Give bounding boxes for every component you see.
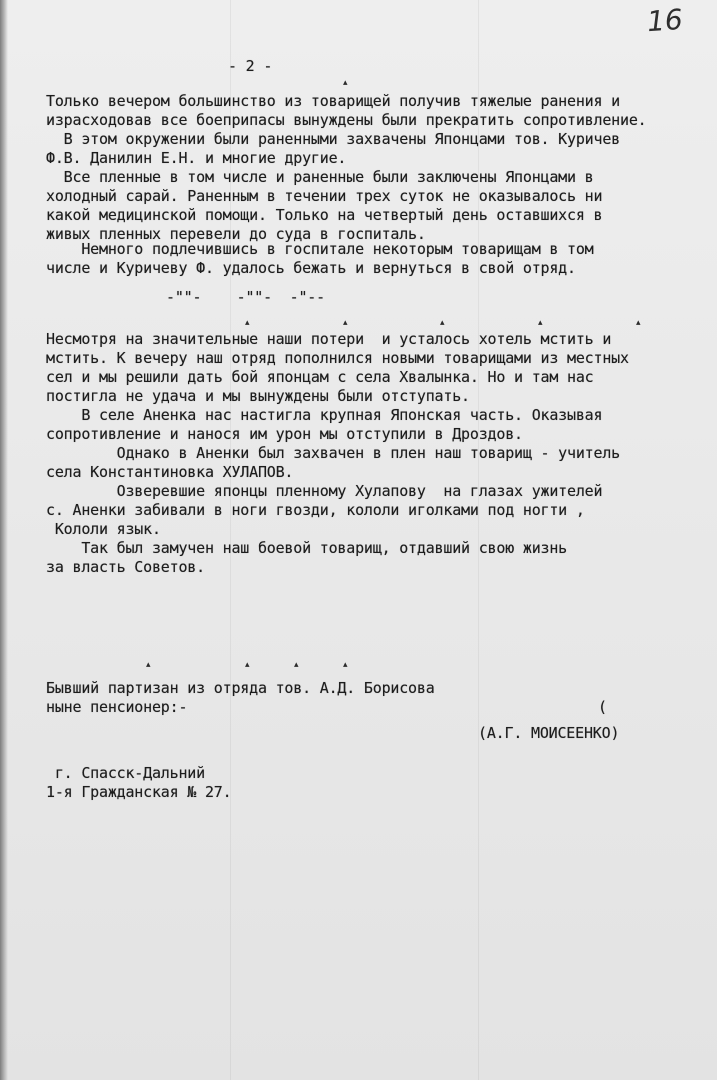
paragraph-line: сопротивление и нанося им урон мы отступили в Дроздов.: [46, 425, 523, 443]
tab-stop-mark: ▴: [538, 318, 543, 328]
paragraph-line: израсходовав все боеприпасы вынуждены были прекратить сопротивление.: [46, 111, 647, 129]
signature-line: ныне пенсионер:-: [46, 698, 188, 716]
archive-page-number: 16: [646, 2, 685, 39]
paragraph-line: Озверевшие японцы пленному Хулапову на глазах ужителей: [46, 482, 603, 500]
paragraph-line: за власть Советов.: [46, 558, 205, 576]
page-left-edge-shadow: [0, 0, 8, 1080]
paragraph-line: мстить. К вечеру наш отряд пополнился новыми товарищами из местных: [46, 349, 629, 367]
paragraph-line: Несмотря на значительные наши потери и усталось хотель мстить и: [46, 330, 612, 348]
paragraph-line: числе и Куричеву Ф. удалось бежать и вернуться в свой отряд.: [46, 259, 576, 277]
paragraph-line: с. Аненки забивали в ноги гвозди, кололи иголками под ногти ,: [46, 501, 585, 519]
tab-stop-mark: ▴: [343, 78, 348, 88]
paragraph-line: Немного подлечившись в госпитале некоторым товарищам в том: [46, 240, 594, 258]
section-separator: -""- -""- -"--: [166, 288, 325, 306]
paragraph-line: Все пленные в том числе и раненные были заключены Японцами в: [46, 168, 594, 186]
paragraph-line: холодный сарай. Раненным в течении трех суток не оказывалось ни: [46, 187, 603, 205]
tab-stop-mark: ▴: [343, 660, 348, 670]
paragraph-line: Так был замучен наш боевой товарищ, отдавший свою жизнь: [46, 539, 568, 557]
paragraph-line: села Константиновка ХУЛАПОВ.: [46, 463, 294, 481]
address-street: 1-я Гражданская № 27.: [46, 783, 232, 801]
signature-line: Бывший партизан из отряда тов. А.Д. Борисова: [46, 679, 435, 697]
tab-stop-mark: ▴: [245, 660, 250, 670]
paragraph-line: Ф.В. Данилин Е.Н. и многие другие.: [46, 149, 347, 167]
paragraph-line: сел и мы решили дать бой японцам с села Хвалынка. Но и там нас: [46, 368, 594, 386]
paragraph-line: живых пленных перевели до суда в госпиталь.: [46, 225, 426, 243]
tab-stop-mark: ▴: [146, 660, 151, 670]
signature-paren: (: [598, 698, 607, 716]
tab-stop-mark: ▴: [636, 318, 641, 328]
address-city: г. Спасск-Дальний: [46, 764, 205, 782]
paragraph-line: Только вечером большинство из товарищей получив тяжелые ранения и: [46, 92, 620, 110]
page-marker: - 2 -: [228, 57, 273, 75]
tab-stop-mark: ▴: [245, 318, 250, 328]
tab-stop-mark: ▴: [294, 660, 299, 670]
signatory-name: (А.Г. МОИСЕЕНКО): [478, 724, 620, 742]
tab-stop-mark: ▴: [440, 318, 445, 328]
paragraph-line: Однако в Аненки был захвачен в плен наш товарищ - учитель: [46, 444, 620, 462]
paragraph-line: постигла не удача и мы вынуждены были отступать.: [46, 387, 470, 405]
paragraph-line: В селе Аненка нас настигла крупная Японская часть. Оказывая: [46, 406, 603, 424]
paragraph-line: В этом окружении были раненными захвачены Японцами тов. Куричев: [46, 130, 620, 148]
paragraph-line: Кололи язык.: [46, 520, 161, 538]
paragraph-line: какой медицинской помощи. Только на четвертый день оставшихся в: [46, 206, 603, 224]
tab-stop-mark: ▴: [343, 318, 348, 328]
